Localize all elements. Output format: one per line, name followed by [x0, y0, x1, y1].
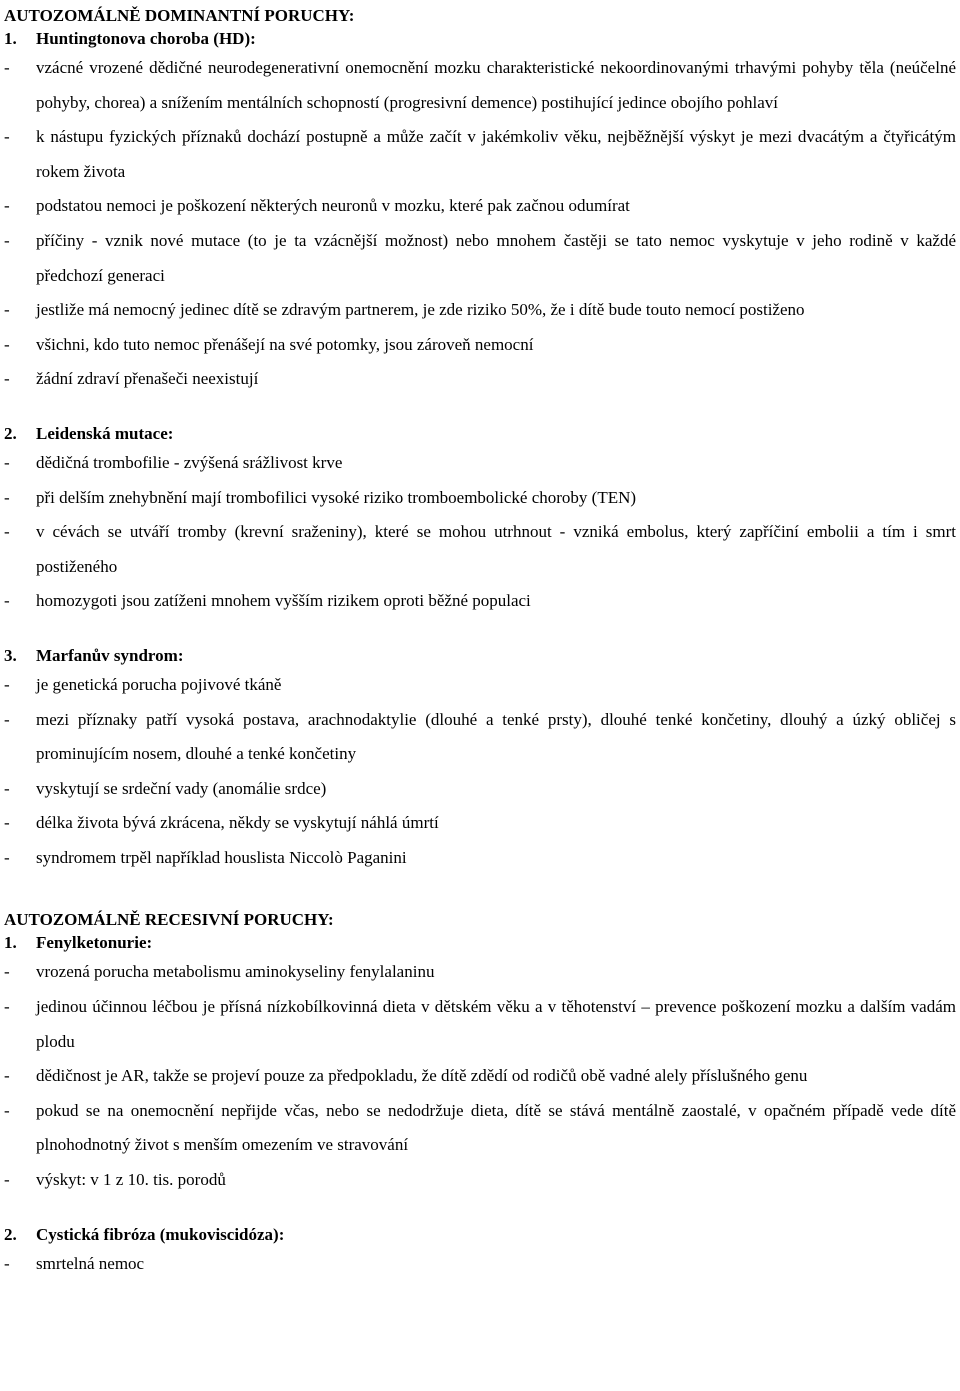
- list-item: [4, 772, 956, 807]
- subsection-heading: [4, 28, 956, 51]
- section-dominant: [4, 5, 956, 875]
- section-heading: AUTOZOMÁLNĚ RECESIVNÍ PORUCHY:: [4, 910, 334, 930]
- bullet-dash: -: [4, 127, 10, 147]
- bullet-dash: -: [4, 1253, 10, 1273]
- list-item-text: dědičnost je AR, takže se projeví pouze za předpokladu, že dítě zdědí od rodičů obě vadné alely příslušného genu: [36, 1066, 808, 1086]
- list-item-text: vyskytují se srdeční vady (anomálie srdce): [36, 778, 327, 798]
- bullet-dash: -: [4, 334, 10, 354]
- subsection-title: Marfanův syndrom:: [36, 645, 184, 665]
- bullet-dash: -: [4, 369, 10, 389]
- list-item: [4, 51, 956, 120]
- bullet-list: [4, 955, 956, 1197]
- list-item-text: mezi příznaky patří vysoká postava, arachnodaktylie (dlouhé a tenké prsty), dlouhé tenké končetiny, dlouhý a úzký obličej s prominujícím nosem, dlouhé a tenké končetiny: [36, 709, 956, 764]
- list-item: [4, 990, 956, 1059]
- list-item: [4, 1059, 956, 1094]
- bullet-dash: -: [4, 709, 10, 729]
- list-item-text: jestliže má nemocný jedinec dítě se zdravým partnerem, je zde riziko 50%, že i dítě bude touto nemocí postiženo: [36, 300, 805, 320]
- list-item-text: homozygoti jsou zatíženi mnohem vyšším rizikem oproti běžné populaci: [36, 591, 531, 611]
- list-item: [4, 189, 956, 224]
- list-item: [4, 515, 956, 584]
- subsection-heading: [4, 645, 956, 668]
- bullet-dash: -: [4, 522, 10, 542]
- list-item-text: dědičná trombofilie - zvýšená srážlivost krve: [36, 452, 343, 472]
- bullet-dash: -: [4, 997, 10, 1017]
- bullet-list: [4, 51, 956, 397]
- bullet-dash: -: [4, 487, 10, 507]
- bullet-dash: -: [4, 58, 10, 77]
- bullet-list: [4, 446, 956, 619]
- list-item-text: smrtelná nemoc: [36, 1253, 145, 1273]
- list-item-text: příčiny - vznik nové mutace (to je ta vzácnější možnost) nebo mnohem častěji se tato nemoc vyskytuje v jeho rodině v každé předchozí generaci: [36, 230, 956, 285]
- list-item-text: jedinou účinnou léčbou je přísná nízkobílkovinná dieta v dětském věku a v těhotenství – prevence poškození mozku a dalším vadám plodu: [36, 997, 956, 1051]
- bullet-dash: -: [4, 962, 10, 982]
- list-item: [4, 1163, 956, 1198]
- subsection-number: 1.: [4, 29, 17, 48]
- bullet-dash: -: [4, 452, 10, 472]
- list-item: [4, 668, 956, 703]
- section-heading: AUTOZOMÁLNĚ DOMINANTNÍ PORUCHY:: [4, 6, 355, 25]
- list-item: [4, 328, 956, 363]
- bullet-dash: -: [4, 300, 10, 320]
- bullet-list: [4, 668, 956, 876]
- subsection-cystic-fibrosis: [4, 1224, 956, 1282]
- bullet-list: [4, 1247, 956, 1282]
- list-item-text: je genetická porucha pojivové tkáně: [36, 674, 282, 694]
- list-item-text: syndromem trpěl například houslista Niccolò Paganini: [36, 847, 407, 867]
- list-item-text: vrozená porucha metabolismu aminokyseliny fenylalaninu: [36, 962, 435, 982]
- list-item: [4, 446, 956, 481]
- subsection-title: Leidenská mutace:: [36, 423, 174, 443]
- subsection-heading: [4, 423, 956, 446]
- subsection-huntington: [4, 28, 956, 397]
- list-item: [4, 224, 956, 293]
- subsection-number: 2.: [4, 423, 17, 443]
- subsection-number: 2.: [4, 1224, 17, 1244]
- list-item: [4, 584, 956, 619]
- list-item: [4, 955, 956, 990]
- subsection-heading: [4, 932, 956, 955]
- list-item-text: podstatou nemoci je poškození některých neuronů v mozku, které pak začnou odumírat: [36, 196, 630, 216]
- list-item: [4, 841, 956, 876]
- list-item-text: všichni, kdo tuto nemoc přenášejí na své potomky, jsou zároveň nemocní: [36, 334, 534, 354]
- list-item-text: žádní zdraví přenašeči neexistují: [36, 369, 259, 389]
- subsection-phenylketonuria: [4, 932, 956, 1197]
- list-item-text: při delším znehybnění mají trombofilici vysoké riziko tromboembolické choroby (TEN): [36, 487, 637, 507]
- subsection-marfan: [4, 645, 956, 876]
- list-item: [4, 120, 956, 189]
- subsection-heading: [4, 1224, 956, 1247]
- list-item-text: délka života bývá zkrácena, někdy se vyskytují náhlá úmrtí: [36, 813, 439, 833]
- subsection-title: Cystická fibróza (mukoviscidóza):: [36, 1224, 285, 1244]
- bullet-dash: -: [4, 591, 10, 611]
- section-recessive: [4, 909, 956, 1281]
- list-item-text: k nástupu fyzických příznaků dochází postupně a může začít v jakémkoliv věku, nejběžnější výskyt je mezi dvacátým a čtyřicátým rokem života: [36, 127, 956, 181]
- subsection-number: 1.: [4, 933, 17, 953]
- list-item: [4, 703, 956, 772]
- subsection-number: 3.: [4, 645, 17, 665]
- list-item: [4, 481, 956, 516]
- list-item: [4, 293, 956, 328]
- list-item-text: v cévách se utváří tromby (krevní sraženiny), které se mohou utrhnout - vzniká embolus, který zapříčiní embolii a tím i smrt postiženého: [36, 522, 956, 576]
- subsection-leiden: [4, 423, 956, 619]
- bullet-dash: -: [4, 847, 10, 867]
- list-item: [4, 806, 956, 841]
- bullet-dash: -: [4, 813, 10, 833]
- bullet-dash: -: [4, 778, 10, 798]
- subsection-title: Huntingtonova choroba (HD):: [36, 29, 256, 48]
- bullet-dash: -: [4, 1066, 10, 1086]
- bullet-dash: -: [4, 196, 10, 216]
- bullet-dash: -: [4, 1100, 10, 1120]
- list-item: [4, 362, 956, 397]
- bullet-dash: -: [4, 230, 10, 250]
- subsection-title: Fenylketonurie:: [36, 933, 153, 953]
- bullet-dash: -: [4, 674, 10, 694]
- list-item: [4, 1247, 956, 1282]
- list-item-text: výskyt: v 1 z 10. tis. porodů: [36, 1170, 226, 1190]
- list-item-text: pokud se na onemocnění nepřijde včas, nebo se nedodržuje dieta, dítě se stává mentálně zaostalé, v opačném případě vede dítě plnohodnotný život s menším omezením ve stravování: [36, 1100, 956, 1155]
- list-item: [4, 1094, 956, 1163]
- bullet-dash: -: [4, 1170, 10, 1190]
- list-item-text: vzácné vrozené dědičné neurodegenerativní onemocnění mozku charakteristické nekoordinovanými trhavými pohyby těla (neúčelné pohyby, chorea) a snížením mentálních schopností (progresivní demence) postihující jedince obojího pohlaví: [36, 58, 956, 112]
